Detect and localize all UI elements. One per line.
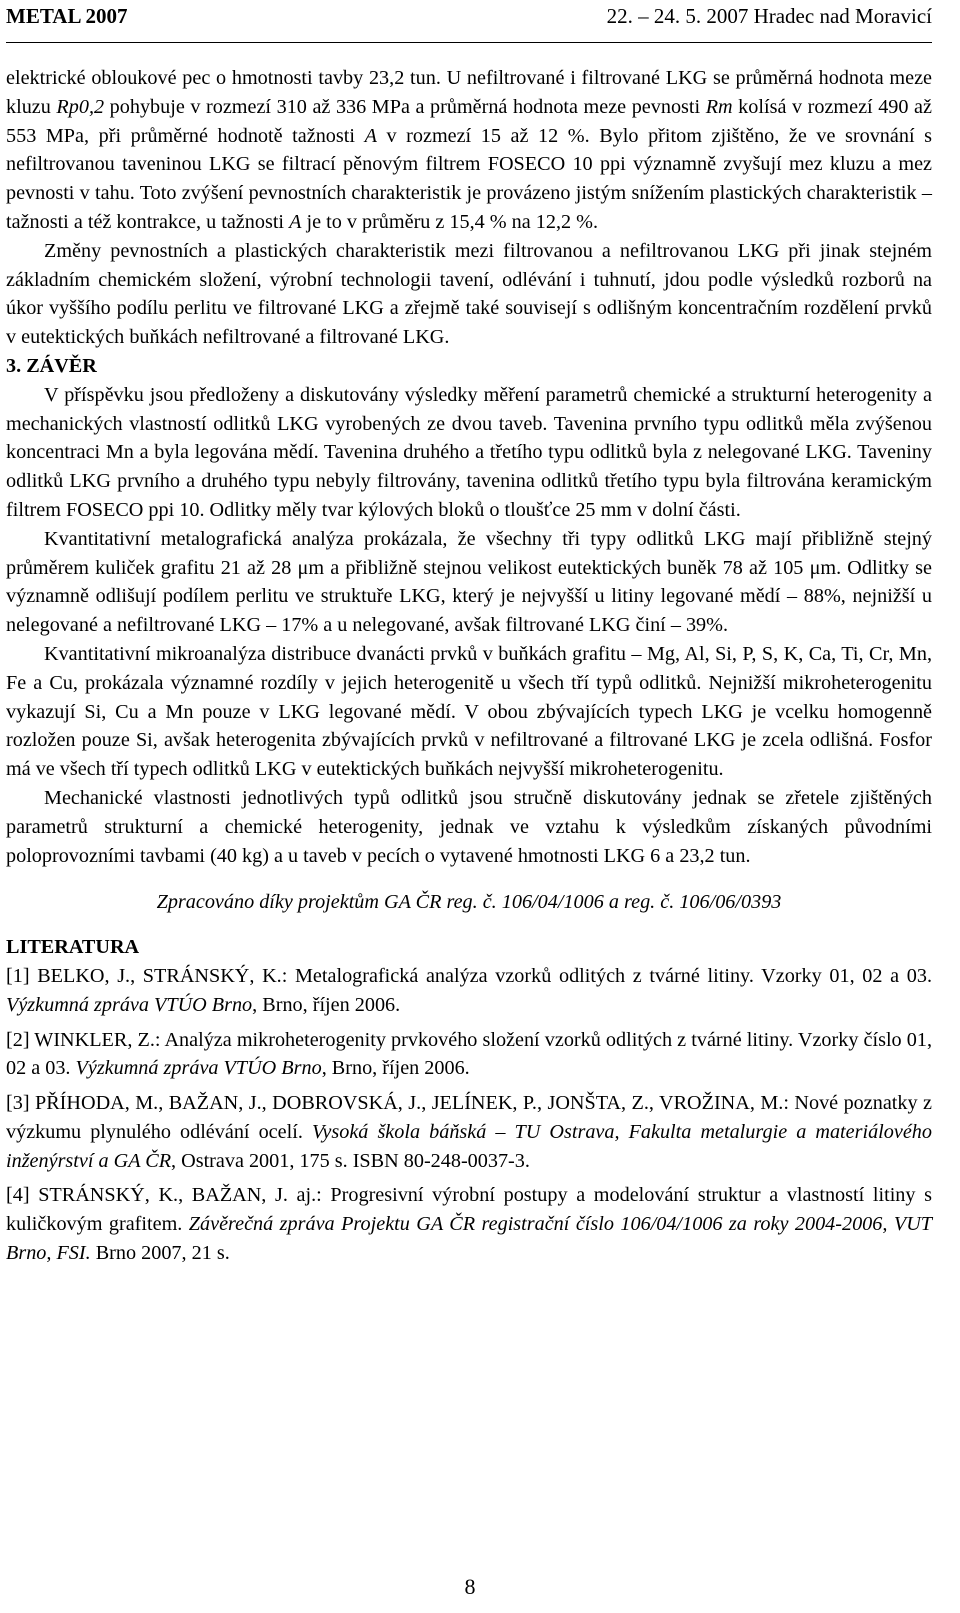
symbol-a: A [364, 124, 377, 147]
running-header [6, 0, 932, 43]
page-number: 8 [464, 1574, 476, 1599]
paragraph-changes: Změny pevnostních a plastických charakteristik mezi filtrovanou a nefiltrovanou LKG při jinak stejném základním chemickém složení, výrobní technologii tavení, odlévání i tuhnutí, jdou podle výsledků rozborů na úkor vyššího podílu perlitu ve filtrované LKG a zřejmě také souvisejí s odlišným koncentračním rozdělení prvků v eutektických buňkách nefiltrované a filtrované LKG. [6, 239, 932, 349]
symbol-rp02: Rp0,2 [56, 95, 105, 118]
article-body [6, 64, 932, 1274]
paragraph-results: elektrické obloukové pec o hmotnosti tavby 23,2 tun. U nefiltrované i filtrované LKG se průměrná hodnota meze kluzu Rp0,2 pohybuje v rozmezí 310 až 336 MPa a průměrná hodnota meze pevnosti Rm kolísá v rozmezí 490 až 553 MPa, při průměrné hodnotě tažnosti A v rozmezí 15 až 12 %. Bylo přitom zjištěno, že ve srovnání s nefiltrovanou taveninou LKG se filtrací pěnovým filtrem FOSECO 10 ppi významně zvyšují mez kluzu a mez pevnosti v tahu. Toto zvýšení pevnostních charakteristik je provázeno jistým snížením plastických charakteristik – tažnosti a též kontrakce, u tažnosti A je to v průměru z 15,4 % na 12,2 %. [6, 67, 932, 233]
reference-item: [2] WINKLER, Z.: Analýza mikroheterogenity prvkového složení vzorků odlitých z tvárné litiny. Vzorky číslo 01, 02 a 03. Výzkumná zpráva VTÚO Brno, Brno, říjen 2006. [6, 1028, 932, 1080]
reference-item: [1] BELKO, J., STRÁNSKÝ, K.: Metalografická analýza vzorků odlitých z tvárné litiny. Vzorky 01, 02 a 03. Výzkumná zpráva VTÚO Brno, Brno, říjen 2006. [6, 964, 932, 1016]
conclusion-paragraph: Kvantitativní mikroanalýza distribuce dvanácti prvků v buňkách grafitu – Mg, Al, Si, P, S, K, Ca, Ti, Cr, Mn, Fe a Cu, prokázala významné rozdíly v jejich heterogenitě u všech tří typů odlitků. Nejnižší mikroheterogenitu vykazují Si, Cu a Mn pouze v LKG legované mědí. V obou zbývajících typech LKG je vcelku homogenně rozložen pouze Si, avšak heterogenita zbývajících prvků v nefiltrované a filtrované LKG je zcela odlišná. Fosfor má ve všech tří typech odlitků LKG v eutektických buňkách nejvyšší mikroheterogenitu. [6, 642, 932, 781]
conclusion-paragraph: Mechanické vlastnosti jednotlivých typů odlitků jsou stručně diskutovány jednak se zřetele zjištěných parametrů strukturní a chemické heterogenity, jednak ve vztahu k výsledkům získaných původními poloprovozními tavbami (40 kg) a u taveb v pecích o vytavené hmotnosti LKG 6 a 23,2 tun. [6, 786, 932, 867]
references-heading: LITERATURA [6, 936, 140, 959]
symbol-rm: Rm [705, 95, 733, 118]
conference-date-place: 22. – 24. 5. 2007 Hradec nad Moravicí [606, 4, 932, 28]
section-heading-conclusion: 3. ZÁVĚR [6, 354, 97, 377]
conclusion-paragraph: V příspěvku jsou předloženy a diskutovány výsledky měření parametrů chemické a strukturní heterogenity a mechanických vlastností odlitků LKG vyrobených ze dvou taveb. Tavenina prvního typu odlitků měla zvýšenou koncentraci Mn a byla legována mědí. Tavenina druhého a třetího typu odlitků byla z nelegované LKG. Taveniny odlitků LKG prvního a druhého typu nebyly filtrovány, tavenina odlitků třetího typu byla filtrována keramickým filtrem FOSECO ppi 10. Odlitky měly tvar kýlových bloků o tloušťce 25 mm v dolní části. [6, 383, 932, 521]
symbol-a: A [289, 210, 302, 233]
conclusion-paragraph: Kvantitativní metalografická analýza prokázala, že všechny tři typy odlitků LKG mají přibližně stejný průměrem kuliček grafitu 21 až 28 μm a přibližně stejnou velikost eutektických buněk 78 až 105 μm. Odlitky se významně odlišují podílem perlitu ve struktuře LKG, který je nejvyšší u litiny legované mědí – 88%, nejnižší u nelegované a nefiltrované LKG – 17% a u nelegované, avšak filtrované LKG činí – 39%. [6, 527, 932, 637]
reference-item: [3] PŘÍHODA, M., BAŽAN, J., DOBROVSKÁ, J., JELÍNEK, P., JONŠTA, Z., VROŽINA, M.: Nové poznatky z výzkumu plynulého odlévání ocelí. Vysoká škola báňská – TU Ostrava, Fakulta metalurgie a materiálového inženýrství a GA ČR, Ostrava 2001, 175 s. ISBN 80-248-0037-3. [6, 1092, 932, 1172]
acknowledgement: Zpracováno díky projektům GA ČR reg. č. 106/04/1006 a reg. č. 106/06/0393 [156, 891, 782, 914]
reference-item: [4] STRÁNSKÝ, K., BAŽAN, J. aj.: Progresivní výrobní postupy a modelování struktur a vlastností litiny s kuličkovým grafitem. Závěrečná zpráva Projektu GA ČR registrační číslo 106/04/1006 za roky 2004-2006, VUT Brno, FSI. Brno 2007, 21 s. [6, 1184, 933, 1265]
conference-name: METAL 2007 [6, 4, 128, 28]
